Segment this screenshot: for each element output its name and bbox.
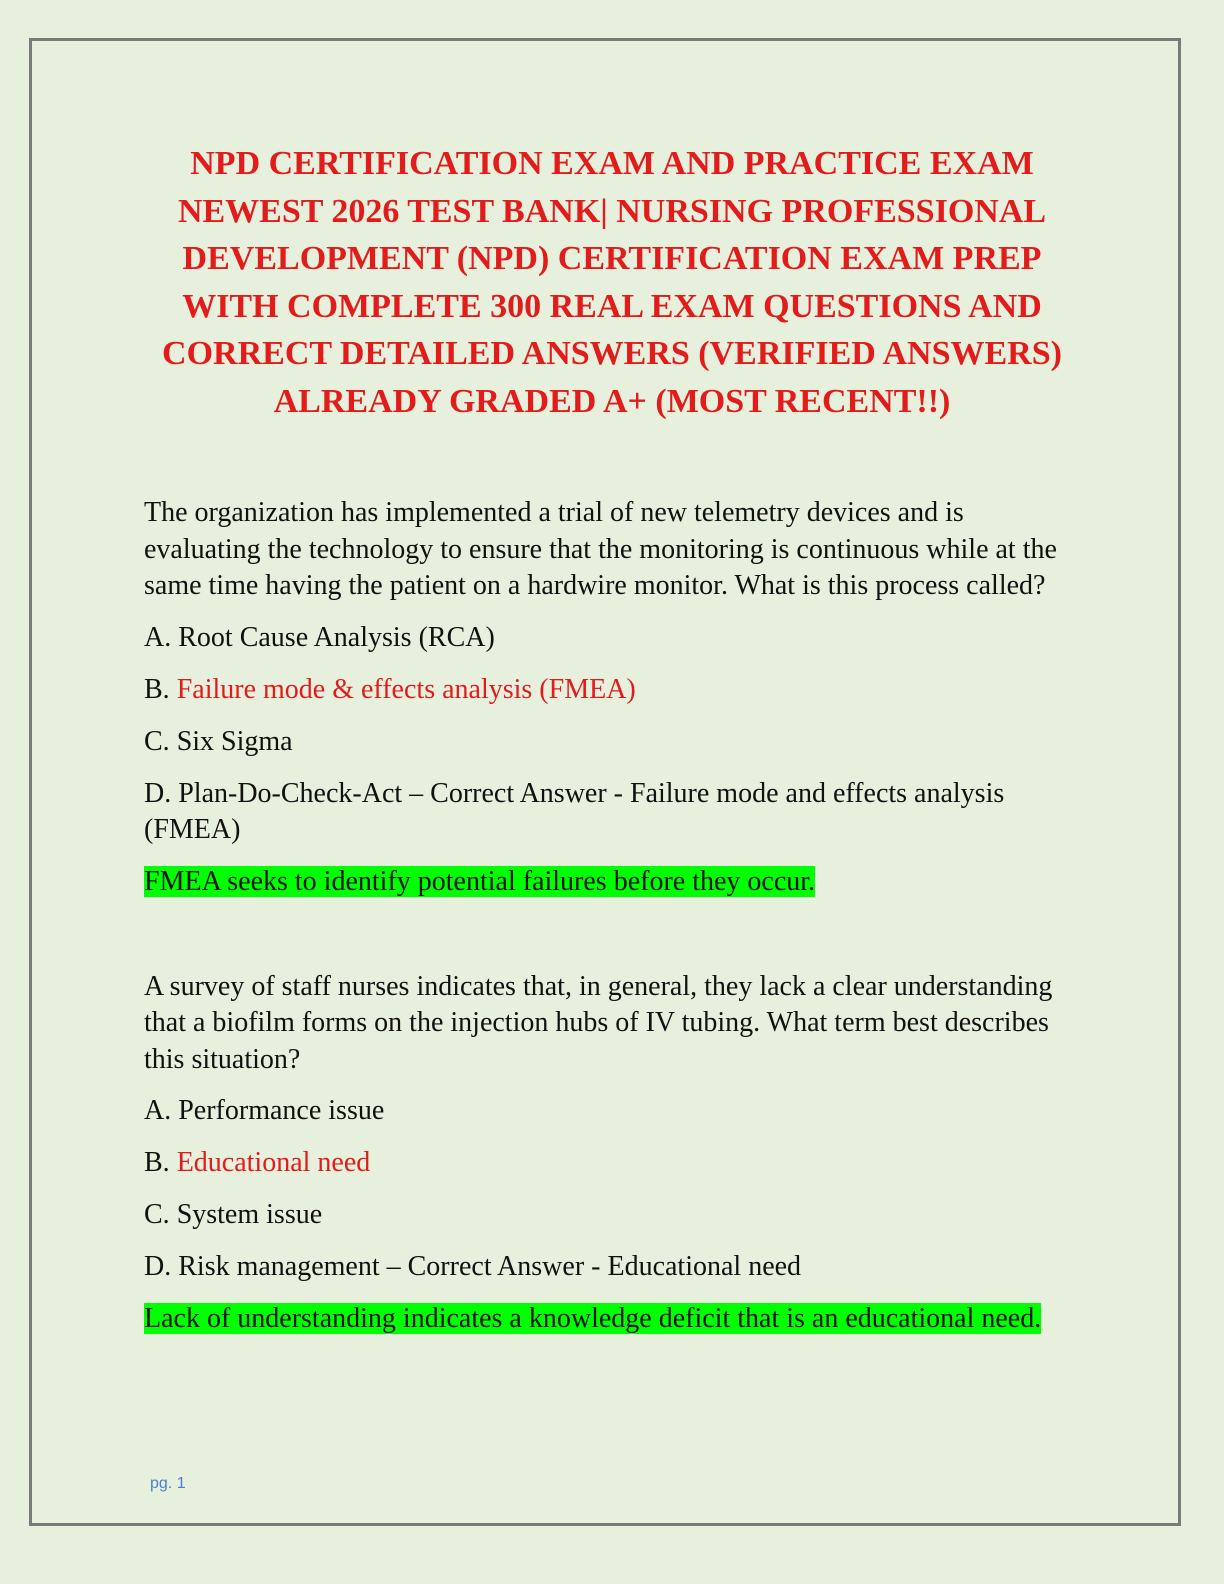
question-1-stem: The organization has implemented a trial of new telemetry devices and is evaluating the technology to ensure that the monitoring is continuous while at the same time having the patient on a hardwire monitor. What is this process called? [144, 497, 1057, 601]
question-1-rationale [144, 864, 1074, 901]
question-1-option-b [144, 672, 1074, 709]
question-1-option-c [144, 724, 1074, 761]
correct-option-text: Failure mode & effects analysis (FMEA) [176, 673, 636, 705]
option-letter: A. [144, 1095, 172, 1126]
page-number: pg. 1 [150, 1475, 186, 1492]
option-text: Six Sigma [176, 725, 293, 757]
option-letter: C. [144, 1199, 170, 1230]
option-text: Performance issue [178, 1095, 385, 1126]
correct-option-text: Educational need [176, 1147, 371, 1178]
option-letter: D. [144, 777, 172, 809]
question-2-option-c [144, 1197, 1074, 1234]
option-text: Plan-Do-Check-Act – Correct Answer - Failure mode and effects analysis (FMEA) [144, 777, 1005, 845]
option-text: System issue [176, 1199, 323, 1230]
rationale-highlight: Lack of understanding indicates a knowledge deficit that is an educational need. [144, 1303, 1042, 1334]
option-letter: C. [144, 725, 170, 757]
rationale-highlight: FMEA seeks to identify potential failures before they occur. [144, 866, 816, 897]
question-2-rationale [144, 1301, 1074, 1338]
question-2-option-a [144, 1093, 1074, 1130]
option-letter: A. [144, 621, 172, 653]
question-2-option-d [144, 1249, 1074, 1286]
document-title: NPD CERTIFICATION EXAM AND PRACTICE EXAM NEWEST 2026 TEST BANK| NURSING PROFESSIONAL DEVELOPMENT (NPD) CERTIFICATION EXAM PREP WITH COMPLETE 300 REAL EXAM QUESTIONS AND CORRECT DETAILED ANSWERS (VERIFIED ANSWERS) ALREADY GRADED A+ (MOST RECENT!!) [162, 145, 1062, 420]
question-1-option-a [144, 620, 1074, 657]
question-2-stem: A survey of staff nurses indicates that, in general, they lack a clear understanding that a biofilm forms on the injection hubs of IV tubing. What term best describes this situation? [144, 970, 1053, 1075]
option-text: Root Cause Analysis (RCA) [178, 621, 495, 653]
option-letter: D. [144, 1251, 172, 1282]
question-1-option-d [144, 776, 1074, 849]
question-spacer [144, 901, 1074, 969]
option-text: Risk management – Correct Answer - Educational need [178, 1251, 802, 1282]
option-letter: B. [144, 1147, 170, 1178]
question-2-option-b [144, 1145, 1074, 1182]
question-list [144, 495, 1074, 1338]
option-letter: B. [144, 673, 170, 705]
